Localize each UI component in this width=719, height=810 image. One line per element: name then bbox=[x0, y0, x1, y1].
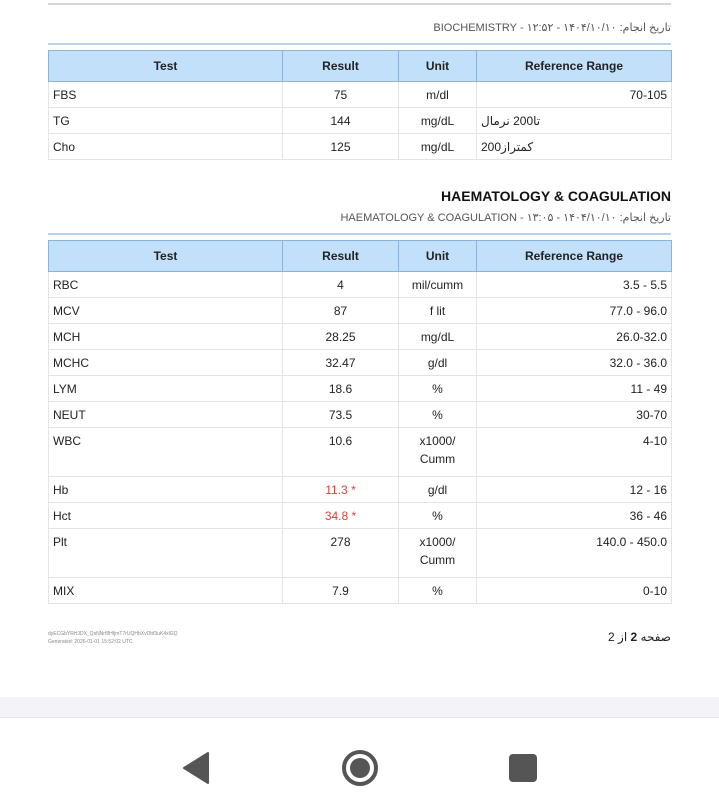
test-unit: % bbox=[399, 503, 477, 529]
test-range: تا200 نرمال bbox=[477, 108, 672, 134]
col-range: Reference Range bbox=[477, 241, 672, 272]
biochem-meta: تاریخ انجام: ۱۴۰۴/۱۰/۱۰ - ۱۲:۵۲ - BIOCHEMISTRY bbox=[433, 22, 671, 34]
table-row bbox=[49, 529, 672, 578]
test-result: 278 bbox=[283, 529, 399, 578]
haem-meta: تاریخ انجام: ۱۴۰۴/۱۰/۱۰ - ۱۳:۰۵ - HAEMATOLOGY & COAGULATION bbox=[340, 212, 671, 224]
test-range: 12 - 16 bbox=[477, 477, 672, 503]
test-range: 32.0 - 36.0 bbox=[477, 350, 672, 376]
verification-code: dyECGbYRHJDX_QsNNrf8HfjmT7rUQHbXvDbf3uK4xlGQ bbox=[48, 631, 178, 637]
test-name: MCV bbox=[49, 298, 283, 324]
table-row bbox=[49, 298, 672, 324]
table-row bbox=[49, 324, 672, 350]
test-range: 3.5 - 5.5 bbox=[477, 272, 672, 298]
col-result: Result bbox=[283, 241, 399, 272]
unit-line: Cumm bbox=[419, 452, 456, 466]
test-unit: g/dl bbox=[399, 350, 477, 376]
test-range: کمتراز200 bbox=[477, 134, 672, 160]
table-header-row bbox=[49, 241, 672, 272]
test-result: 32.47 bbox=[283, 350, 399, 376]
table-row bbox=[49, 402, 672, 428]
test-result: 4 bbox=[283, 272, 399, 298]
test-name: Plt bbox=[49, 529, 283, 578]
test-unit: % bbox=[399, 376, 477, 402]
biochem-divider bbox=[48, 43, 671, 45]
biochem-table bbox=[48, 50, 672, 160]
test-range: 36 - 46 bbox=[477, 503, 672, 529]
test-unit: % bbox=[399, 578, 477, 604]
back-icon bbox=[178, 748, 218, 788]
test-range: 30-70 bbox=[477, 402, 672, 428]
test-unit: m/dl bbox=[399, 82, 477, 108]
top-divider bbox=[48, 3, 671, 5]
test-result: 10.6 bbox=[283, 428, 399, 477]
test-name: MCH bbox=[49, 324, 283, 350]
test-name: RBC bbox=[49, 272, 283, 298]
test-unit: g/dl bbox=[399, 477, 477, 503]
table-row bbox=[49, 350, 672, 376]
back-button[interactable] bbox=[178, 748, 218, 788]
table-row bbox=[49, 503, 672, 529]
test-range: 0-10 bbox=[477, 578, 672, 604]
test-result-flagged: 11.3 * bbox=[283, 477, 399, 503]
test-result: 125 bbox=[283, 134, 399, 160]
test-result: 28.25 bbox=[283, 324, 399, 350]
page-of: از 2 bbox=[608, 630, 628, 644]
unit-line: x1000/ bbox=[419, 434, 456, 448]
test-unit: mg/dL bbox=[399, 134, 477, 160]
table-row bbox=[49, 428, 672, 477]
table-row bbox=[49, 376, 672, 402]
test-range: 4-10 bbox=[477, 428, 672, 477]
table-row bbox=[49, 272, 672, 298]
test-result: 7.9 bbox=[283, 578, 399, 604]
test-name: NEUT bbox=[49, 402, 283, 428]
test-name: TG bbox=[49, 108, 283, 134]
test-unit: mg/dL bbox=[399, 108, 477, 134]
col-test: Test bbox=[49, 51, 283, 82]
test-name: FBS bbox=[49, 82, 283, 108]
test-unit bbox=[399, 529, 477, 578]
test-name: MIX bbox=[49, 578, 283, 604]
test-result: 144 bbox=[283, 108, 399, 134]
test-unit: % bbox=[399, 402, 477, 428]
col-test: Test bbox=[49, 241, 283, 272]
page-current: 2 bbox=[630, 630, 638, 644]
test-result: 73.5 bbox=[283, 402, 399, 428]
col-unit: Unit bbox=[399, 241, 477, 272]
system-nav-bar bbox=[0, 717, 719, 810]
haem-table bbox=[48, 240, 672, 604]
page-prefix: صفحه bbox=[640, 630, 671, 644]
test-range: 26.0-32.0 bbox=[477, 324, 672, 350]
test-unit bbox=[399, 428, 477, 477]
report-code bbox=[48, 630, 177, 646]
test-name: Cho bbox=[49, 134, 283, 160]
section-title: HAEMATOLOGY & COAGULATION bbox=[441, 188, 671, 204]
page-number bbox=[608, 630, 671, 644]
test-name: Hb bbox=[49, 477, 283, 503]
test-name: LYM bbox=[49, 376, 283, 402]
test-result: 75 bbox=[283, 82, 399, 108]
viewer-background bbox=[0, 697, 719, 717]
table-row bbox=[49, 477, 672, 503]
unit-line: Cumm bbox=[419, 553, 456, 567]
col-unit: Unit bbox=[399, 51, 477, 82]
test-name: WBC bbox=[49, 428, 283, 477]
haem-divider bbox=[48, 233, 671, 235]
test-range: 11 - 49 bbox=[477, 376, 672, 402]
test-range: 70-105 bbox=[477, 82, 672, 108]
unit-line: x1000/ bbox=[419, 535, 456, 549]
table-row bbox=[49, 82, 672, 108]
col-result: Result bbox=[283, 51, 399, 82]
table-header-row bbox=[49, 51, 672, 82]
test-unit: f lit bbox=[399, 298, 477, 324]
test-result-flagged: 34.8 * bbox=[283, 503, 399, 529]
table-row bbox=[49, 108, 672, 134]
test-unit: mg/dL bbox=[399, 324, 477, 350]
test-name: Hct bbox=[49, 503, 283, 529]
home-icon bbox=[340, 748, 380, 788]
recents-icon bbox=[504, 748, 544, 788]
test-unit: mil/cumm bbox=[399, 272, 477, 298]
home-button[interactable] bbox=[340, 748, 380, 788]
test-range: 77.0 - 96.0 bbox=[477, 298, 672, 324]
col-range: Reference Range bbox=[477, 51, 672, 82]
test-result: 87 bbox=[283, 298, 399, 324]
recents-button[interactable] bbox=[504, 748, 544, 788]
generated-timestamp: Generated: 2026-01-01 15:52:02 UTC bbox=[48, 639, 133, 645]
test-name: MCHC bbox=[49, 350, 283, 376]
table-row bbox=[49, 578, 672, 604]
test-result: 18.6 bbox=[283, 376, 399, 402]
test-range: 140.0 - 450.0 bbox=[477, 529, 672, 578]
table-row bbox=[49, 134, 672, 160]
